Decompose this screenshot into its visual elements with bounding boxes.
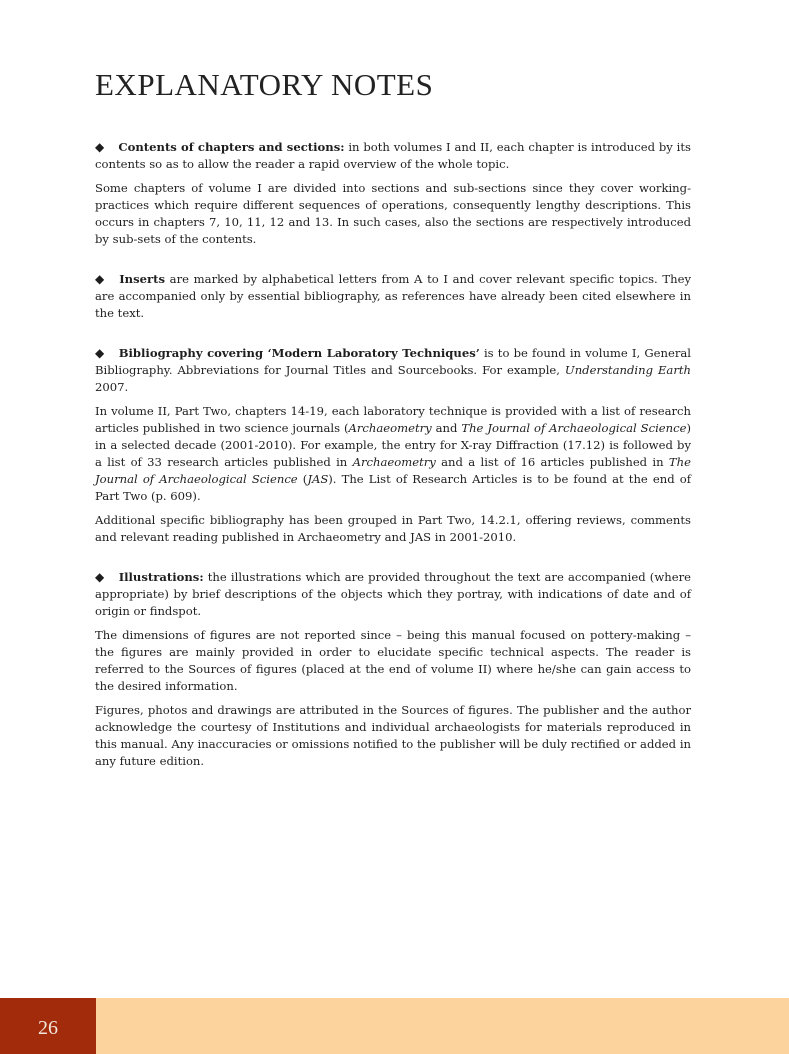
bold-lead-text: Inserts: [119, 272, 165, 286]
notes-section: [95, 345, 691, 546]
text-run: and a list of 16 articles published in: [435, 455, 669, 469]
italic-text: The Journal of Archaeological Science: [95, 455, 691, 486]
text-run: and: [431, 421, 462, 435]
notes-body: [95, 139, 691, 770]
diamond-bullet-icon: ◆: [95, 570, 105, 584]
bold-lead-text: Illustrations:: [118, 570, 204, 584]
paragraph: [95, 702, 691, 770]
paragraph: [95, 627, 691, 695]
italic-text: The Journal of Archaeological Science: [461, 421, 687, 435]
paragraph: [95, 139, 691, 173]
notes-section: [95, 569, 691, 770]
bold-lead-text: Bibliography covering ‘Modern Laboratory Techniques’: [118, 346, 480, 360]
paragraph: [95, 512, 691, 546]
text-run: the illustrations which are provided throughout the text are accompanied (where appropriate) by brief descriptions of the objects which they portray, with indications of date and of origin or findspot.: [95, 570, 691, 618]
text-run: Figures, photos and drawings are attributed in the Sources of figures. The publisher and the author acknowledge the courtesy of Institutions and individual archaeologists for materials reproduced in this manual. Any inaccuracies or omissions notified to the publisher will be duly rectified or added in any future edition.: [95, 703, 691, 768]
text-run: are marked by alphabetical letters from A to I and cover relevant specific topics. They are accompanied only by essential bibliography, as references have already been cited elsewhere in the text.: [95, 272, 691, 320]
text-run: (: [297, 472, 308, 486]
diamond-bullet-icon: ◆: [95, 272, 106, 286]
paragraph: [95, 403, 691, 505]
text-run: ) in a selected decade (2001-2010). For example, the entry for X-ray Diffraction (17.12) is followed by a list of 33 research articles published in: [95, 421, 691, 469]
paragraph: [95, 271, 691, 322]
italic-text: Archaeometry: [352, 455, 436, 469]
text-run: The dimensions of figures are not reported since – being this manual focused on pottery-making – the figures are mainly provided in order to elucidate specific technical aspects. The reader is referred to the Sources of figures (placed at the end of volume II) where he/she can gain access to the desired information.: [95, 628, 691, 693]
text-run: Additional specific bibliography has been grouped in Part Two, 14.2.1, offering reviews, comments and relevant reading published in Archaeometry and JAS in 2001-2010.: [95, 513, 691, 544]
text-run: 2007.: [95, 380, 129, 394]
italic-text: Archaeometry: [348, 421, 432, 435]
text-run: ). The List of Research Articles is to be found at the end of Part Two (p. 609).: [95, 472, 692, 503]
notes-section: [95, 139, 691, 248]
paragraph: [95, 345, 691, 396]
text-run: in both volumes I and II, each chapter is introduced by its contents so as to allow the reader a rapid overview of the whole topic.: [95, 140, 692, 171]
text-run: Some chapters of volume I are divided into sections and sub-sections since they cover working-practices which require different sequences of operations, consequently lengthy descriptions. This occurs in chapters 7, 10, 11, 12 and 13. In such cases, also the sections are respectively introduced by sub-sets of the contents.: [95, 181, 691, 246]
diamond-bullet-icon: ◆: [95, 140, 105, 154]
text-run: is to be found in volume I, General Bibliography. Abbreviations for Journal Titles and Sourcebooks. For example,: [95, 346, 691, 377]
notes-section: [95, 271, 691, 322]
paragraph: [95, 180, 691, 248]
footer-band: [0, 998, 789, 1054]
page-title: EXPLANATORY NOTES: [95, 67, 434, 102]
page-number: 26: [0, 998, 96, 1054]
diamond-bullet-icon: ◆: [95, 346, 105, 360]
italic-text: JAS: [307, 472, 329, 486]
text-run: In volume II, Part Two, chapters 14-19, each laboratory technique is provided with a list of research articles published in two science journals (: [95, 404, 691, 435]
bold-lead-text: Contents of chapters and sections:: [118, 140, 345, 154]
paragraph: [95, 569, 691, 620]
italic-text: Understanding Earth: [564, 363, 691, 377]
